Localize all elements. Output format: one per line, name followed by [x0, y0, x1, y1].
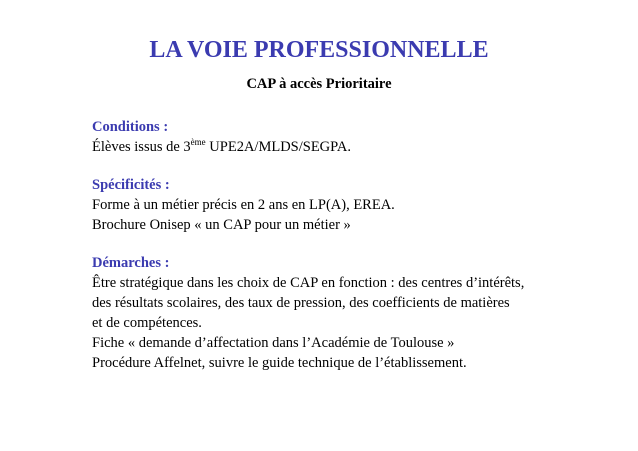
conditions-heading: Conditions :: [92, 119, 169, 135]
specificites-line: Forme à un métier précis en 2 ans en LP(A), EREA.: [92, 197, 395, 213]
demarches-line: Être stratégique dans les choix de CAP en fonction : des centres d’intérêts,: [92, 275, 525, 291]
section-conditions: [92, 117, 612, 157]
demarches-line: et de compétences.: [92, 315, 202, 331]
conditions-line: [92, 137, 612, 157]
page-title: LA VOIE PROFESSIONNELLE: [149, 37, 489, 63]
section-specificites: [92, 175, 612, 235]
demarches-heading: Démarches :: [92, 255, 170, 271]
demarches-line: des résultats scolaires, des taux de pression, des coefficients de matières: [92, 295, 510, 311]
demarches-line: Procédure Affelnet, suivre le guide technique de l’établissement.: [92, 355, 467, 371]
page-subtitle: CAP à accès Prioritaire: [246, 76, 392, 92]
conditions-text-end: UPE2A/MLDS/SEGPA.: [205, 139, 351, 155]
content-body: [92, 117, 612, 391]
conditions-superscript: ème: [190, 137, 206, 147]
demarches-line: Fiche « demande d’affectation dans l’Académie de Toulouse »: [92, 335, 455, 351]
section-demarches: [92, 253, 612, 373]
specificites-line: Brochure Onisep « un CAP pour un métier »: [92, 217, 351, 233]
specificites-heading: Spécificités :: [92, 177, 170, 193]
conditions-text-start: Élèves issus de 3: [92, 139, 191, 155]
